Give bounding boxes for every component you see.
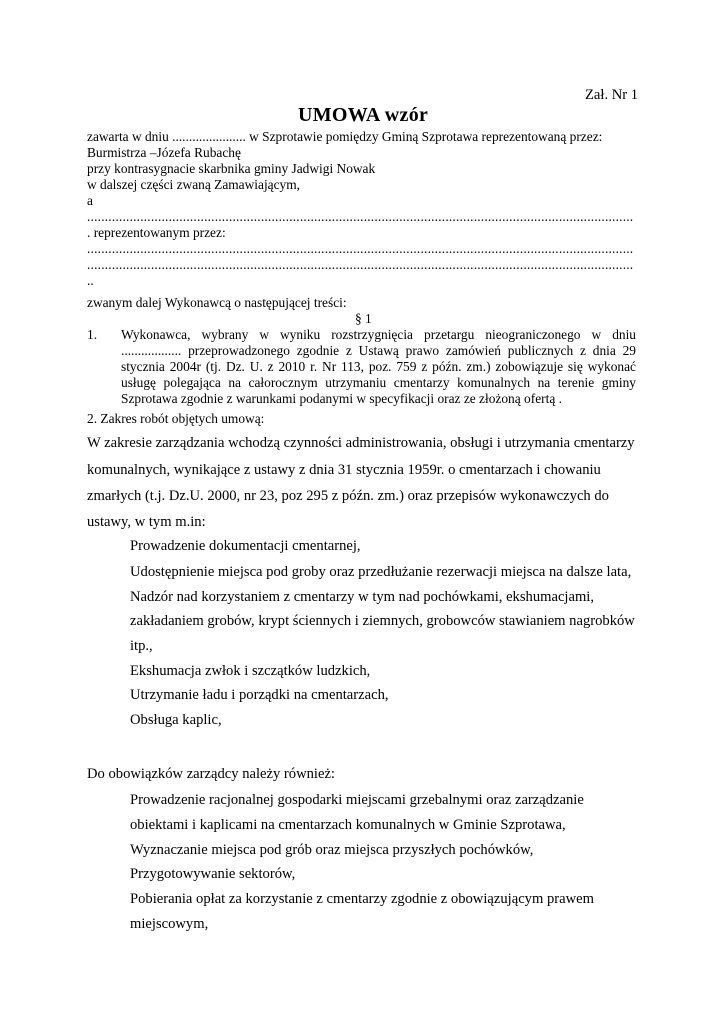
list-item: Wyznaczanie miejsca pod grób oraz miejsca przyszłych pochówków, <box>130 842 534 858</box>
intro-line: zawarta w dniu ...................... w Szprotawie pomiędzy Gminą Szprotawa reprezentowaną przez: <box>87 129 603 144</box>
list-item: itp., <box>130 638 153 654</box>
list-item: obiektami i kaplicami na cmentarzach komunalnych w Gminie Szprotawa, <box>130 817 566 833</box>
list-item: Prowadzenie dokumentacji cmentarnej, <box>130 538 361 554</box>
dotted-fill-line: .. <box>87 273 94 288</box>
scope-heading: 2. Zakres robót objętych umową: <box>87 411 265 426</box>
list-number: 1. <box>87 327 98 342</box>
list-item: miejscowym, <box>130 916 209 932</box>
contractor-line: zwanym dalej Wykonawcą o następującej treści: <box>87 295 347 310</box>
list-item: zakładaniem grobów, krypt ściennych i ziemnych, grobowców stawianiem nagrobków <box>130 613 635 629</box>
list-item: Prowadzenie racjonalnej gospodarki miejscami grzebalnymi oraz zarządzanie <box>130 792 584 808</box>
paragraph-line: Wykonawca, wybrany w wyniku rozstrzygnięcia przetargu nieograniczonego w dniu <box>121 327 636 342</box>
paragraph-line: usługę polegająca na całorocznym utrzymaniu cmentarzy komunalnych na terenie gminy <box>121 375 636 390</box>
dotted-fill-line: .......................................................................................................................................................... <box>87 209 634 224</box>
paragraph-line: Szprotawa zgodnie z warunkami podanymi w specyfikacji oraz ze złożoną ofertą . <box>121 391 562 406</box>
intro-line: w dalszej części zwaną Zamawiającym, <box>87 177 301 192</box>
paragraph-line: stycznia 2004r (tj. Dz. U. z 2010 r. Nr 113, poz. 759 z późn. zm.) zobowiązuje się wykonać <box>121 359 636 374</box>
intro-line: Burmistrza –Józefa Rubachę <box>87 145 241 160</box>
intro-line: a <box>87 193 93 208</box>
attachment-label: Zał. Nr 1 <box>585 87 639 103</box>
list-item: Utrzymanie ładu i porządki na cmentarzach, <box>130 687 389 703</box>
list-item: Ekshumacja zwłok i szczątków ludzkich, <box>130 663 371 679</box>
list-item: Udostępnienie miejsca pod groby oraz przedłużanie rezerwacji miejsca na dalsze lata, <box>130 564 632 580</box>
paragraph-line: komunalnych, wynikające z ustawy z dnia 31 stycznia 1959r. o cmentarzach i chowaniu <box>87 462 601 478</box>
list-item: Przygotowywanie sektorów, <box>130 866 296 882</box>
list-item: Obsługa kaplic, <box>130 712 222 728</box>
paragraph-line: .................. przeprowadzonego zgodnie z Ustawą prawo zamówień publicznych z dnia 29 <box>121 343 636 358</box>
intro-line: przy kontrasygnacie skarbnika gminy Jadwigi Nowak <box>87 161 376 176</box>
section-mark: § 1 <box>355 311 372 326</box>
document-title: UMOWA wzór <box>298 104 429 126</box>
dotted-fill-line: .......................................................................................................................................................... <box>87 257 634 272</box>
dotted-fill-line: .......................................................................................................................................................... <box>87 241 634 256</box>
paragraph-line: ustawy, w tym m.in: <box>87 514 206 530</box>
paragraph-line: W zakresie zarządzania wchodzą czynności administrowania, obsługi i utrzymania cmentarzy <box>87 435 635 451</box>
list-item: Pobierania opłat za korzystanie z cmentarzy zgodnie z obowiązującym prawem <box>130 891 594 907</box>
list-item: Nadzór nad korzystaniem z cmentarzy w tym nad pochówkami, ekshumacjami, <box>130 589 595 605</box>
paragraph-line: zmarłych (t.j. Dz.U. 2000, nr 23, poz 295 z późn. zm.) oraz przepisów wykonawczych do <box>87 488 609 504</box>
duties-heading: Do obowiązków zarządcy należy również: <box>87 766 335 782</box>
represented-by-label: . reprezentowanym przez: <box>87 225 226 240</box>
